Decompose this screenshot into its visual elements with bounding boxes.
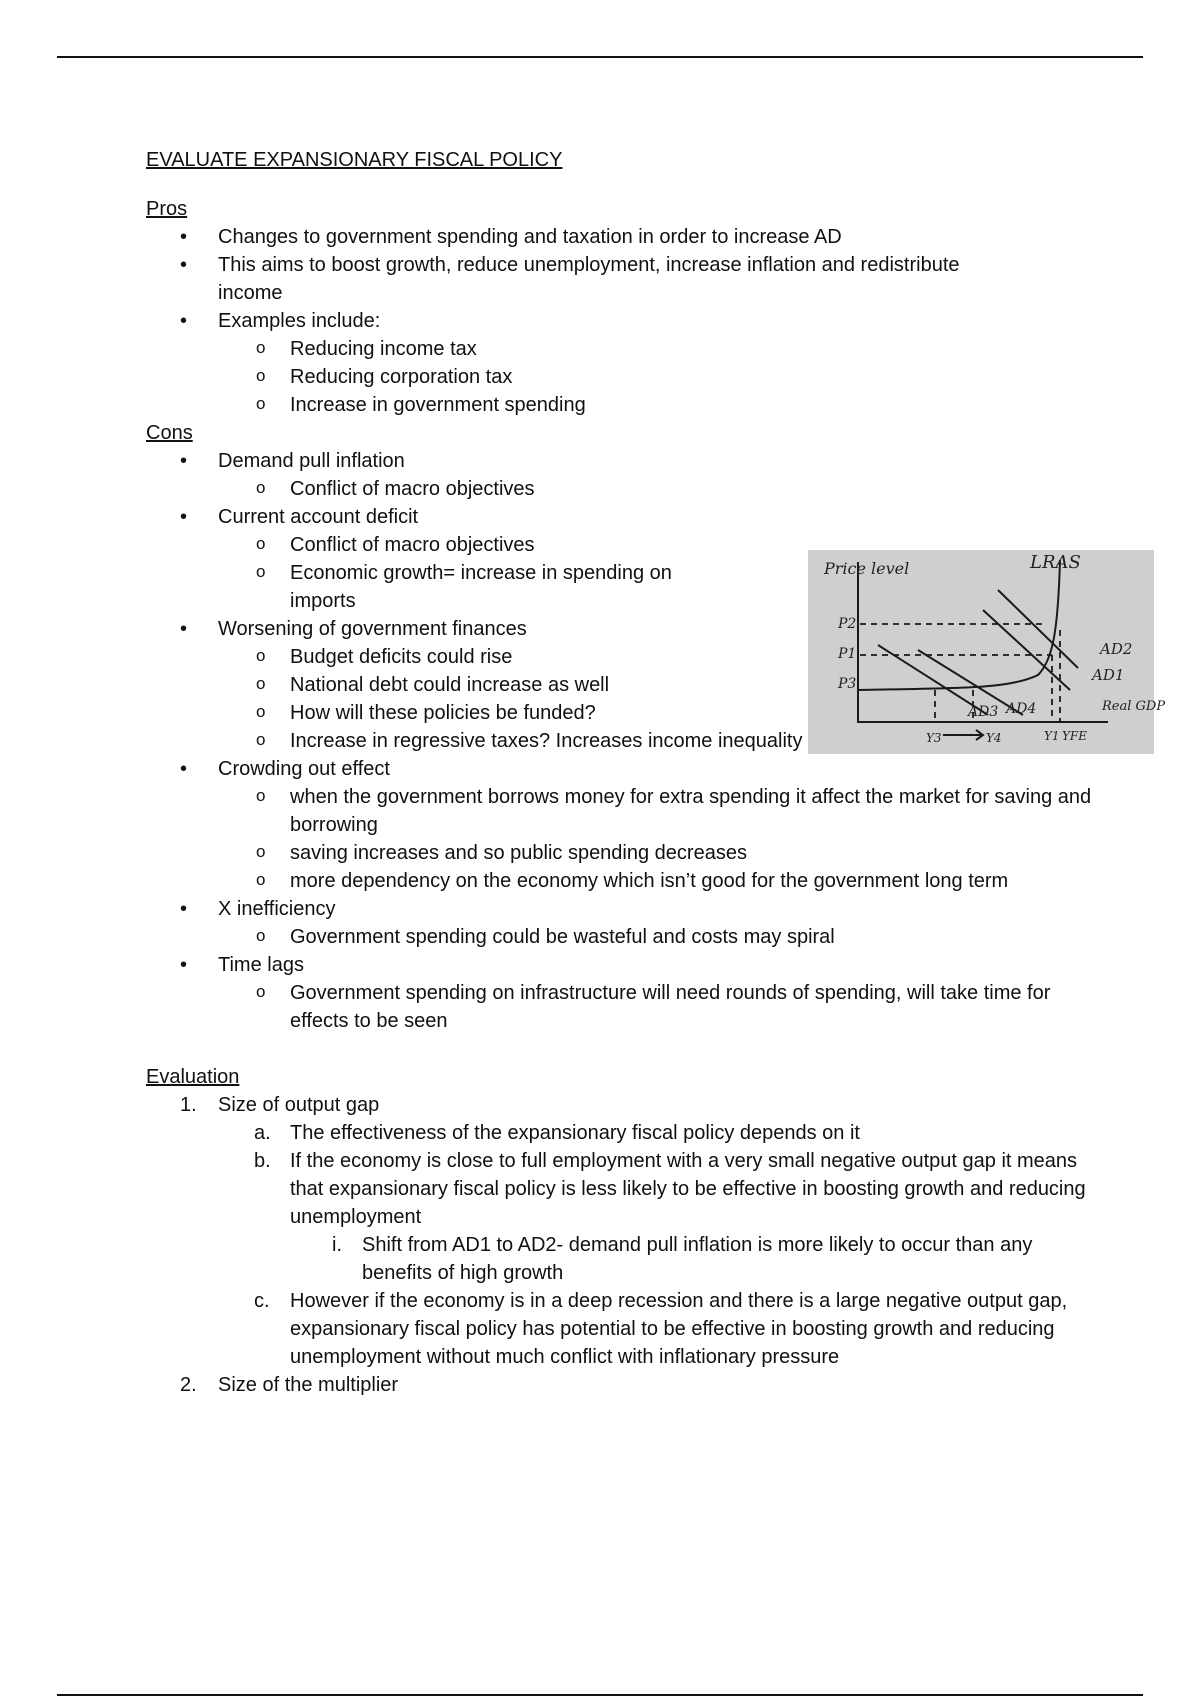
list-subitem: o when the government borrows money for extra spending it affect the market for saving and borrowing bbox=[146, 783, 1106, 839]
list-subitem: o Government spending on infrastructure will need rounds of spending, will take time for effects to be seen bbox=[146, 979, 1106, 1035]
list-marker: a. bbox=[254, 1122, 271, 1144]
diagram-svg bbox=[808, 550, 1166, 754]
y1-label: Y1 bbox=[1044, 729, 1060, 743]
y-axis-label: Price level bbox=[824, 559, 910, 578]
list-subitem: o Increase in regressive taxes? Increases income inequality bbox=[146, 727, 1106, 755]
list-subitem: o saving increases and so public spending decreases bbox=[146, 839, 1106, 867]
list-subitem: o Government spending could be wasteful and costs may spiral bbox=[146, 923, 1106, 951]
list-item: • Worsening of government finances bbox=[146, 615, 1106, 643]
list-item bbox=[146, 1091, 1106, 1119]
bottom-rule bbox=[57, 1694, 1143, 1696]
list-item-text: Shift from AD1 to AD2- demand pull inflation is more likely to occur than any benefits of high growth bbox=[362, 1234, 1033, 1284]
evaluation-list bbox=[146, 1091, 1106, 1399]
evaluation-heading: Evaluation bbox=[146, 1066, 240, 1088]
list-item-text: Size of the multiplier bbox=[218, 1374, 399, 1396]
list-subitem bbox=[146, 1231, 1106, 1287]
list-item: • This aims to boost growth, reduce unemployment, increase inflation and redistribute income bbox=[146, 251, 1008, 307]
list-subitem: o National debt could increase as well bbox=[146, 671, 1106, 699]
list-subitem: o Conflict of macro objectives bbox=[146, 531, 1106, 559]
x-axis-label: Real GDP bbox=[1102, 699, 1166, 714]
list-marker: c. bbox=[254, 1290, 270, 1312]
lras-label: LRAS bbox=[1030, 552, 1081, 573]
list-subitem: o Increase in government spending bbox=[146, 391, 1106, 419]
page-title: EVALUATE EXPANSIONARY FISCAL POLICY bbox=[146, 149, 563, 171]
document-body bbox=[146, 146, 1106, 1399]
y3-label: Y3 bbox=[926, 731, 942, 745]
list-item-text: If the economy is close to full employment with a very small negative output gap it means that expansionary fiscal policy is less likely to be effective in boosting growth and reducing unemployment bbox=[290, 1150, 1086, 1228]
list-item: • Crowding out effect bbox=[146, 755, 1106, 783]
list-subitem: o Reducing corporation tax bbox=[146, 363, 1106, 391]
p1-label: P1 bbox=[838, 646, 857, 662]
ad2-curve bbox=[998, 590, 1078, 668]
ad2-label: AD2 bbox=[1100, 640, 1133, 658]
list-marker: 2. bbox=[180, 1374, 197, 1396]
ad4-label: AD4 bbox=[1006, 701, 1037, 717]
list-item: • Demand pull inflation bbox=[146, 447, 1106, 475]
list-marker: b. bbox=[254, 1150, 271, 1172]
list-marker: i. bbox=[332, 1234, 342, 1256]
list-subitem: o Conflict of macro objectives bbox=[146, 475, 1106, 503]
list-subitem bbox=[146, 1147, 1106, 1231]
pros-list bbox=[146, 223, 1106, 419]
list-item: • Changes to government spending and taxation in order to increase AD bbox=[146, 223, 1106, 251]
top-rule bbox=[57, 56, 1143, 58]
list-subitem: o How will these policies be funded? bbox=[146, 699, 1106, 727]
diagram-axes bbox=[858, 562, 1108, 722]
list-item: • Current account deficit bbox=[146, 503, 1106, 531]
list-subitem: o Budget deficits could rise bbox=[146, 643, 1106, 671]
ad-lras-diagram bbox=[808, 550, 1166, 754]
yfe-label: YFE bbox=[1062, 729, 1088, 743]
list-item: • X inefficiency bbox=[146, 895, 1106, 923]
list-subitem: o more dependency on the economy which isn’t good for the government long term bbox=[146, 867, 1106, 895]
y4-label: Y4 bbox=[986, 731, 1002, 745]
pros-heading: Pros bbox=[146, 198, 188, 220]
ad3-label: AD3 bbox=[968, 704, 999, 720]
list-subitem bbox=[146, 1119, 1106, 1147]
list-item-text: However if the economy is in a deep recession and there is a large negative output gap, expansionary fiscal policy has potential to be effective in boosting growth and reducing unemployment without much conflict with inflationary pressure bbox=[290, 1290, 1068, 1368]
cons-heading: Cons bbox=[146, 422, 193, 444]
list-item: • Examples include: bbox=[146, 307, 1106, 335]
p2-label: P2 bbox=[838, 616, 857, 632]
p3-label: P3 bbox=[838, 676, 857, 692]
list-subitem: o Reducing income tax bbox=[146, 335, 1106, 363]
shift-arrow bbox=[943, 730, 983, 740]
ad1-label: AD1 bbox=[1092, 666, 1125, 684]
list-subitem: o Economic growth= increase in spending on imports bbox=[146, 559, 710, 615]
list-item bbox=[146, 1371, 1106, 1399]
list-item-text: Size of output gap bbox=[218, 1094, 380, 1116]
list-item: • Time lags bbox=[146, 951, 1106, 979]
list-marker: 1. bbox=[180, 1094, 197, 1116]
list-item-text: The effectiveness of the expansionary fiscal policy depends on it bbox=[290, 1122, 860, 1144]
list-subitem bbox=[146, 1287, 1106, 1371]
lras-curve bbox=[858, 560, 1060, 690]
